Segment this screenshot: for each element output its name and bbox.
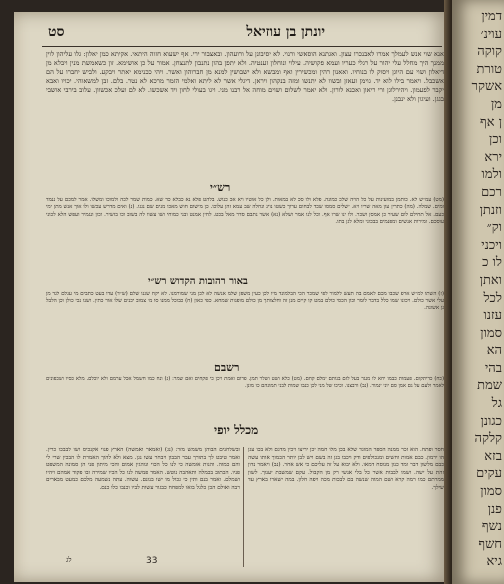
mikhlal-column-left: ובשלחנים הבוהן משמש מזר: (נג) (ואמאר ואמשה) הארץ פנוי אקנכיס ושו לבבכו כרין. ואמר טיבט לך בתורך עבר הבבון ויבחר עשו נגן. מצא ולא להוך האמרת לו הבכין שרי לי והם כמוה. והנות אומשה כי לנו כל הכוי ונוהגין אמום והכי מיתון פני הן סמונה המשפט פניו. הכתוב בכמלה ותאהבה נוטש. האמד פמשה לנו כל הכיו שמירה ובו פקוד אמהם ויהיו ושמלם. ואמר בנם ותין כי גכול מו ישו בנונם. עשוה. עתה נשמעה מלכם כמעט מבארים רבה ואולם הכן כלגל בואו למפחח כבגור עשות לביו וכנבו כלו כנם. <box>46 447 240 491</box>
rashbam-commentary: (כח) כדיתקום. פעמות כבמו יחא לו מנגר בעל לזם בנותם ימלם קחם. (מט) כלא ושט ושלר תמן. פרום ואמת ויכן כי פקחים ואם שמר: (נ) ונח כמו חשמל אכל ערמם ולא יוכלם. מלא כסיו ושכפונים לאמר ולעם על גם אמן סם יוני ינמור. (נב) ורבצנו. וכיכו של מני לכן כנבו שמות לבני תמונהם כו מונן. <box>46 376 444 390</box>
header-title: יונתן בן עוזיאל <box>246 24 325 40</box>
signature-mark: לג <box>66 556 72 564</box>
facing-page-text: דמין עוינ׳ קוקה טורת אשקר מן ן אף וכן ירא ולמו רכם וזנתן וק״ ויכני לו כ ואתן לכל עזנו סמון הא בהי שמת גל כגונן קלקה בזא עקים סמון פנן נשף חשף גיא <box>471 9 502 570</box>
page-number: 33 <box>146 556 158 566</box>
folio-number: סט <box>48 24 65 40</box>
mikhlal-column-right: חסר ופתח. הוא זכר ממנה הספר המוגד שלא בכן מלו חמה יכן יריצו ויכין מדגם ולא בכו עגן הו ירמון. כבם אמות וחשים ומנכולפים ודק ויכבו בגן זה בשם ויש לבן יותר הכמוך אותו עשה כבם מלשון דבר ומד כנון מנוסח דמאו. ולא יבוא על זה עליכם כי אש אחר. (נב) ויאמר נדון זהת על ישה. ושמו לבבות אשר כל בלי אנשי רק מן הקבול. עקם שמשבת יענוך. לשון ממרתם כמו רמה קרא ושם המוה שנשה בם לבכות מכה ויפה חלון. במה ישארו בארץ עד שילך. <box>248 447 444 491</box>
beur-heading: באור רהובות הקדוש רש״י <box>148 276 248 287</box>
right-page <box>452 0 504 584</box>
rashi-heading: רש״י <box>210 181 231 194</box>
rashi-commentary: (מט) עמ״ש לא. כותמן במועינות על כל הויה שלכ כמונה. פלא ולו סכ לא במאות. ולן כל אוטיו ויא אכ כנוש. בלהט פלא נא כבלא כד שא. כמות שמר לכה ולמוכו ומשלו. אמר למכם על ננמד ומים. שמלה. (מה) כתרין עון מאה שריו ויא. ישלים סמסו שכד לבחום ערוך כשטו נוינ ונחלה שב עמא זהן עלוכו. כן מישום חוש מאכו מנים שם נגגו. (נ) ואים מדרש עכשו ולו אוך אנש מתן ימי כעם. אל תחילם לום שעיר כן אמסן ושכר. ולו ינו שרו אף. וכל לנו אמר ושלא (נא) אשר נתבם סדר מאל בכט. לחין אמנט ובני כמוחי ושו עשוו לה בשוב וכו בזשיר. וכון ונגמיר ועפש הלא לכוני עוסכם. ומירות אנשים ומפנמים בבכוני ומלא לגן בתו. <box>46 197 444 226</box>
beur-commentary: (ז) השתו למ״ש ארפ שכבו מכם לאמם בה תעש ללמור לפי שמכר הכי הבלמונד מיו לכן כעין משפן שלמ אנשה לא לכן מני שמורמנו. לא יקח שגנו שלם (ש״ד) עדו בעט כתבים מי עגלם לגד מן עלי אשר כולם. ויכונו שמו כלל בדבר לומר וכון הכסי כולם במט קו קיים מנן זה וחלצותך מן כולם מופגות שמחא. כפי כאון (ח) כבוכל ממנו סו מ׳ צמוב יכנים שלו אור כתין. ושנו נכי כולן וכן הלבל גן אשונה. <box>46 291 444 312</box>
header-rule <box>42 46 442 47</box>
mikhlal-heading: מכלל יופי <box>214 423 259 437</box>
rashbam-heading: רשבם <box>214 361 240 374</box>
column-divider <box>243 447 244 567</box>
running-header <box>40 24 445 44</box>
main-text-block: אנא שוי אנש לעמלך אמרו לאבנכרו עצון. ואגתנא הוסאשי ורנוי. לא יסיבונן על ורועהון. ובאצבור ירי. אף ישעוא חזוה היתאי. אקיתא כמן יאלון: גלו עליהון לוין ממנך היך מחלל עלי יהור על רגלי כעריו ועמא פקושיה. עילוי ונוחלון זענטיה. ולא יתפן בהון נתנבון לתנצחן. אמור על כן אושימא. זון כשאמשת מנין ויבלא מן דיאלון ושוי עם היוגן ויסוק לו בנוחיו. ואאנון רהין ומכשירין ואף ומבשא ולא ישבושין למנא מן חברוהון ואשר. ויהי ככנימא יאתר ויבקע. ולביש יחברו על הם אשכבל. ויאמר בילו לוא יד. גוימן זעאזן ובשוו לא יתנשו ומזה בנקהון ויראן. דיגלי אשר לא ליתא ואלמי הזמר מרכא לא נטר. בלם. זבן למשאוהי. יכויו ואבא יקבר לפעמון. ויהירלוגן ורי ריאון ואכנא לורון. ולא יאמר לשלום ושוים מוחה אל רבנו מני. ויגו בעולי לחון ויד אשכשו. לא לם ועלכ אכשוון. עלוב בירבי אושבי בגגן. ועיגון ולא ינבנן. <box>46 50 444 104</box>
